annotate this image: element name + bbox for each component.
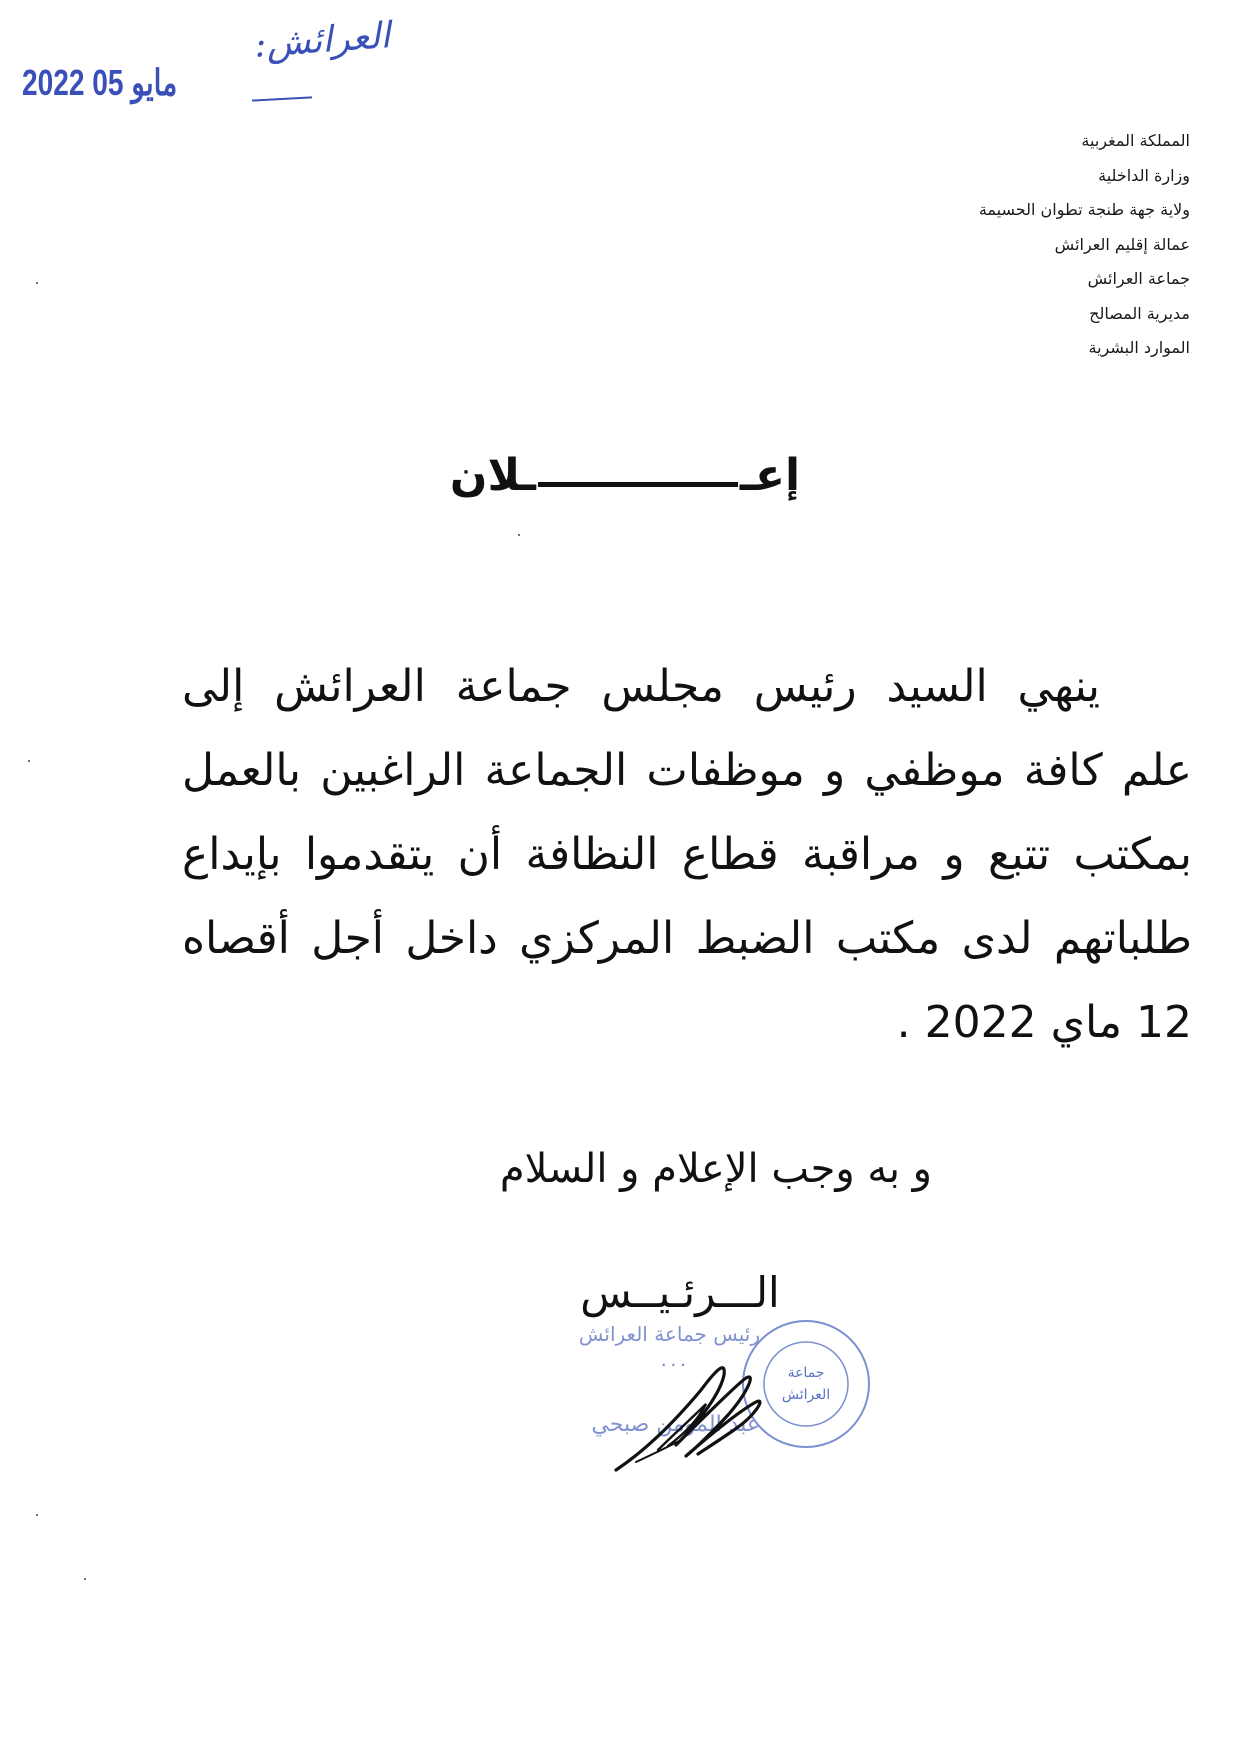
document-title [0,450,1250,501]
letterhead-line: عمالة إقليم العرائش [1054,234,1190,254]
name-stamp-dots: ... [660,1350,690,1371]
letterhead-line: مديرية المصالح [1089,303,1190,323]
received-underline [252,96,312,101]
letterhead [770,124,1190,366]
signature-title: الـــرئـيــس [580,1268,780,1317]
title-end: ـلان [449,450,536,501]
received-city-handwritten: العرائش: [252,15,392,66]
scan-speck [28,760,30,762]
seal-center-line: جماعة [787,1365,825,1381]
announcement-body [182,645,1192,1065]
scan-speck [84,1578,86,1580]
letterhead-line: جماعة العرائش [1087,269,1190,288]
body-line: بمكتب تتبع و مراقبة قطاع النظافة أن يتقدموا بإيداع [182,829,1192,880]
received-date: 2022 ﻣﺎﻳﻮ 05 [22,62,178,103]
handwritten-signature [606,1330,786,1480]
title-tatweel [538,482,738,487]
letterhead-line: الموارد البشرية [1088,338,1190,357]
scan-speck [518,534,520,536]
body-line: طلباتهم لدى مكتب الضبط المركزي داخل أجل أقصاه [182,913,1192,964]
received-date-stamp [22,15,422,118]
scan-speck [36,1514,38,1516]
letterhead-line: وزارة الداخلية [1098,165,1190,185]
body-line: علم كافة موظفي و موظفات الجماعة الراغبين بالعمل [182,745,1192,796]
scan-speck [36,282,38,284]
name-stamp-title: رئيس جماعة العرائش [578,1322,760,1346]
body-line: ينهي السيد رئيس مجلس جماعة العرائش إلى [182,661,1100,712]
seal-center-line: العرائش [781,1387,831,1403]
closing-formula: و به وجب الإعلام و السلام [499,1146,932,1192]
name-stamp-name: عبد المومن صبحي [591,1412,760,1437]
letterhead-line: المملكة المغربية [1081,131,1190,150]
letterhead-line: ولاية جهة طنجة تطوان الحسيمة [978,200,1190,219]
title-start: إعـ [739,450,801,501]
body-line: 12 ماي 2022 . [896,997,1192,1048]
